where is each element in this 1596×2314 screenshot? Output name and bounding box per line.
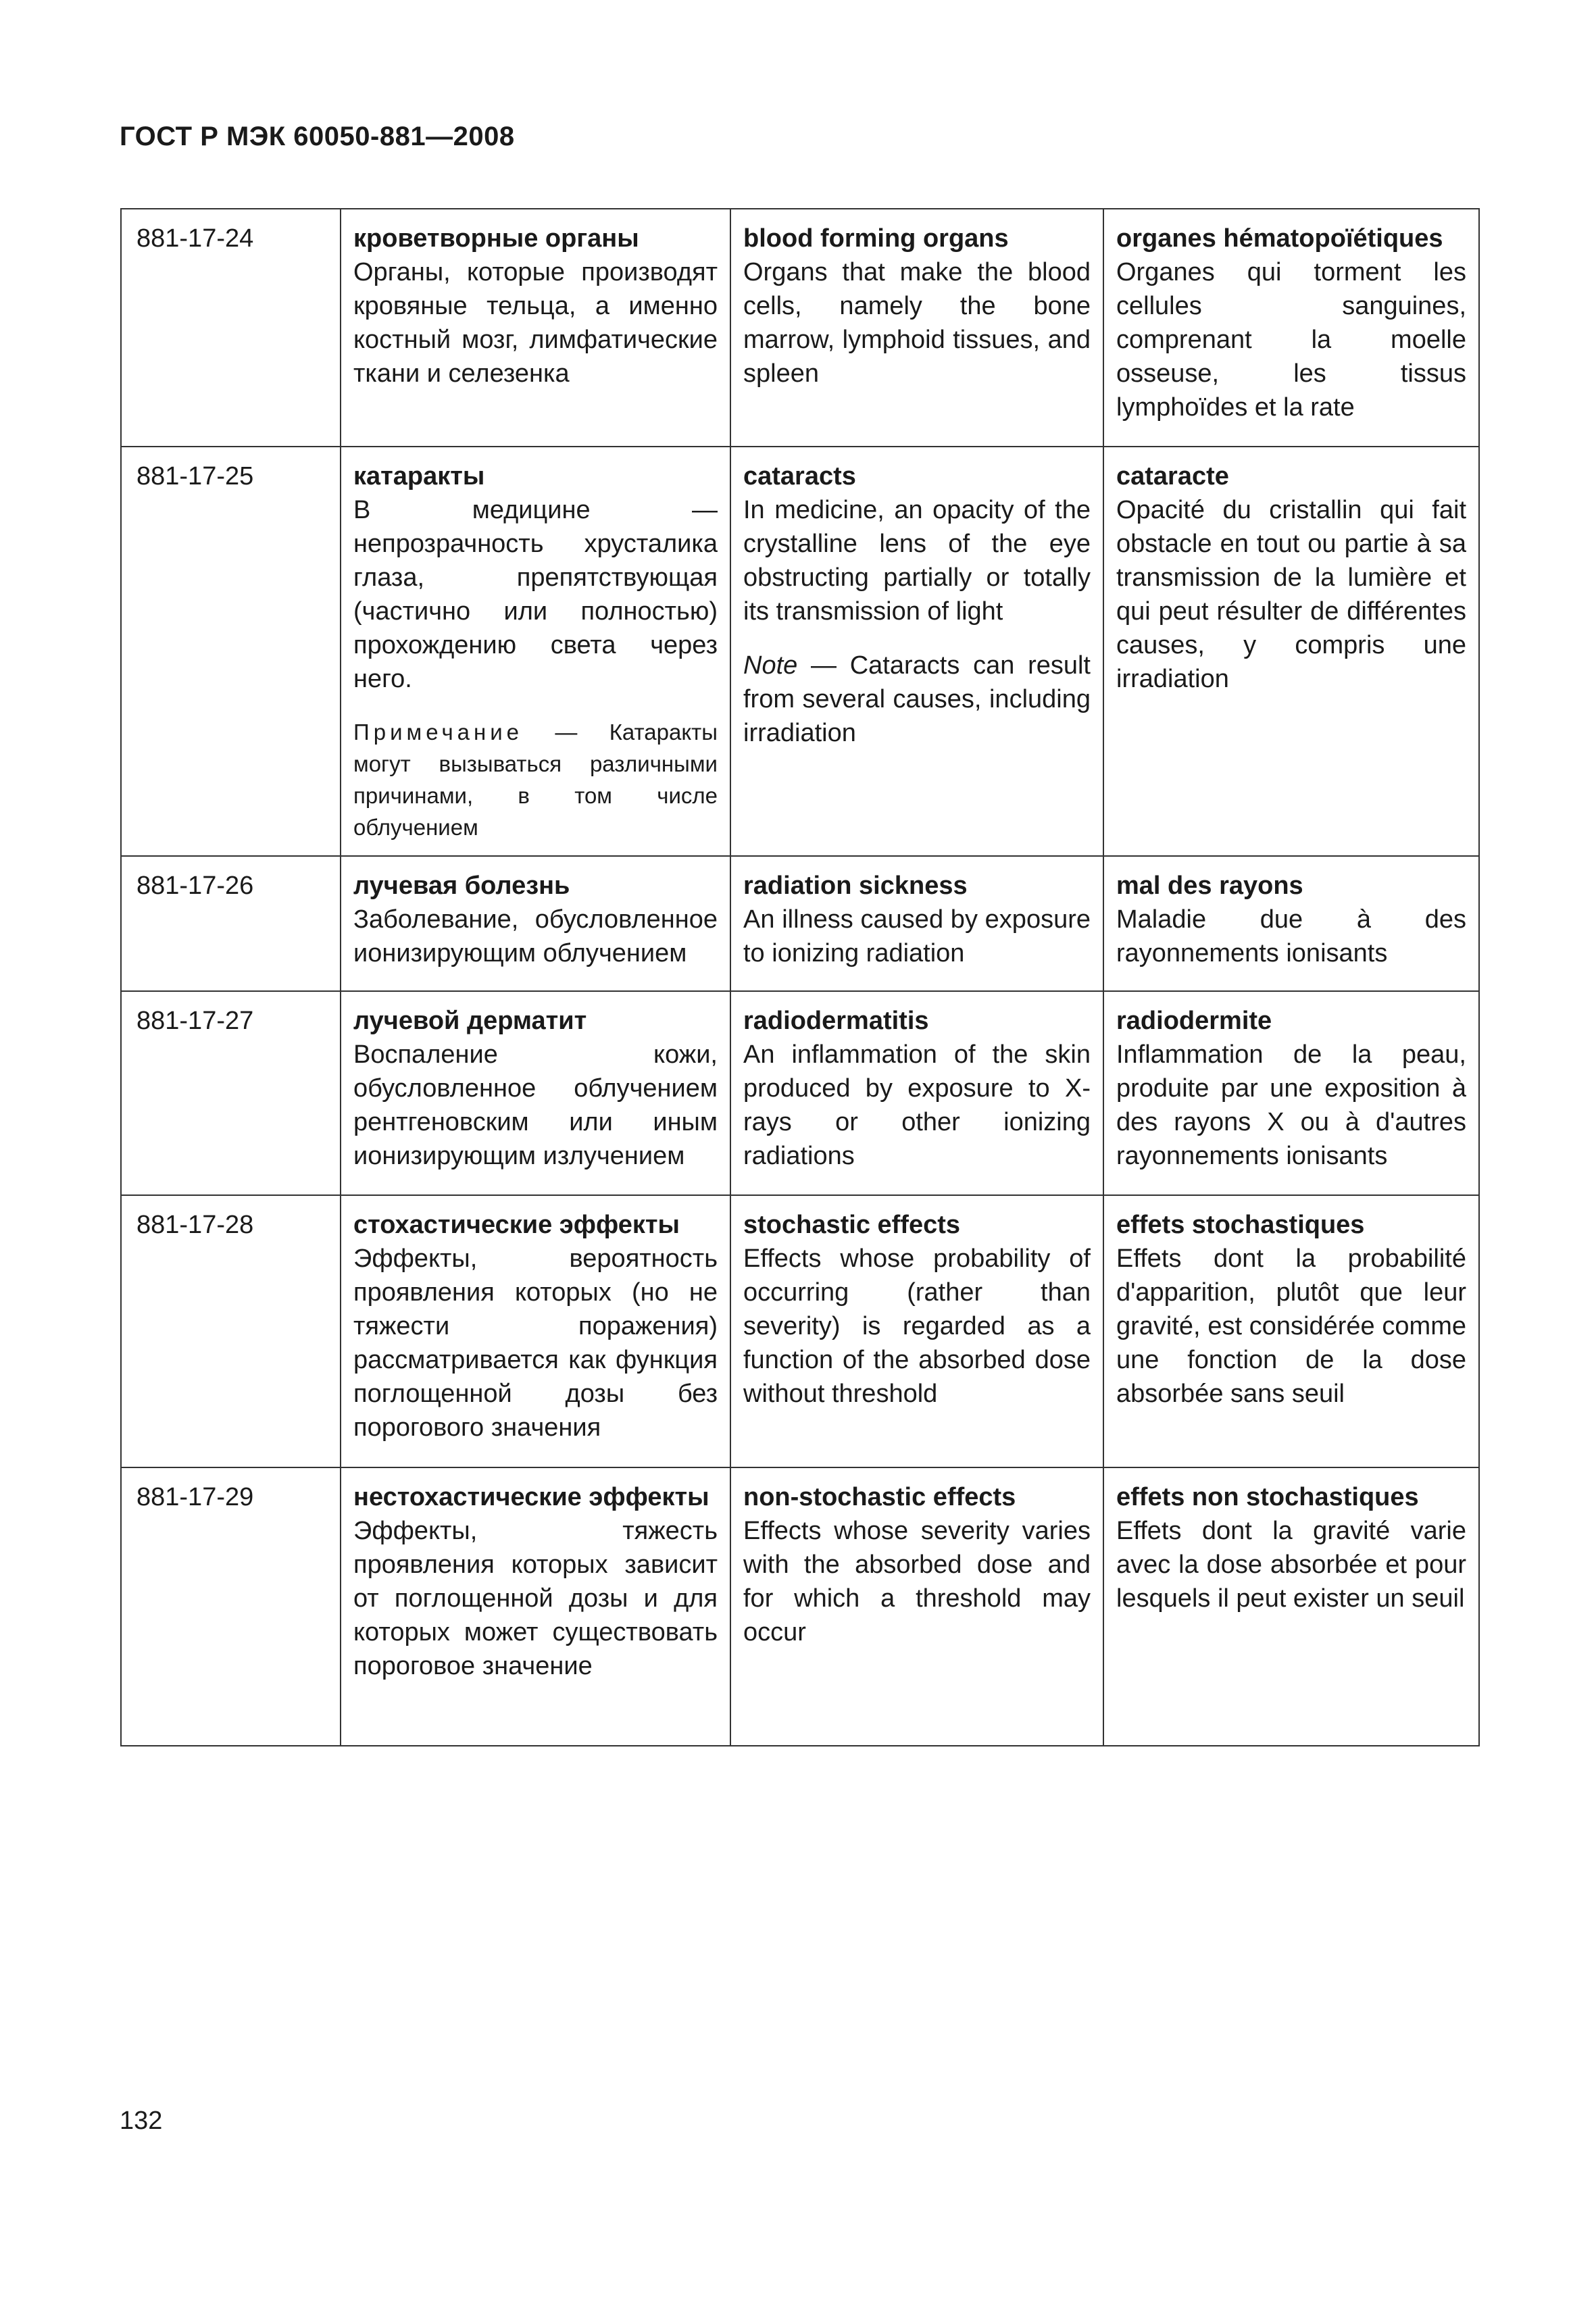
ru-term: стохастические эффекты: [353, 1211, 680, 1239]
en-entry: [730, 1195, 1103, 1467]
ru-term: лучевой дерматит: [353, 1007, 587, 1035]
ru-definition: Воспаление кожи, обусловленное облучением рентгеновским или иным ионизирующим излучением: [353, 1040, 718, 1170]
document-header: ГОСТ Р МЭК 60050-881—2008: [120, 122, 515, 151]
terms-table: [120, 208, 1480, 1746]
ru-term: катаракты: [353, 462, 485, 491]
en-entry: [730, 447, 1103, 856]
fr-definition: Organes qui torment les cellules sanguines, comprenant la moelle osseuse, les tissus lymphoïdes et la rate: [1116, 258, 1466, 422]
ru-entry: [341, 991, 730, 1195]
ru-definition: Эффекты, тяжесть проявления которых зависит от поглощенной дозы и для которых может существовать пороговое значение: [353, 1517, 718, 1680]
fr-definition: Effets dont la probabilité d'apparition, plutôt que leur gravité, est considérée comme une fonction de la dose absorbée sans seuil: [1116, 1244, 1466, 1408]
ru-entry: [341, 447, 730, 856]
ru-entry: [341, 1195, 730, 1467]
table-row: [121, 991, 1479, 1195]
ru-note-text: — Катаракты могут вызываться различными причинами, в том числе облучением: [353, 720, 718, 840]
en-note-text: — Cataracts can result from several causes, including irradiation: [743, 651, 1091, 747]
table-row: [121, 447, 1479, 856]
fr-term: effets non stochastiques: [1116, 1483, 1419, 1511]
table-row: [121, 1195, 1479, 1467]
en-note-label: Note: [743, 651, 798, 680]
term-number: 881-17-28: [121, 1195, 341, 1467]
page-number: 132: [120, 2107, 163, 2135]
en-definition: An illness caused by exposure to ionizing radiation: [743, 905, 1091, 967]
en-entry: [730, 209, 1103, 447]
term-number: 881-17-27: [121, 991, 341, 1195]
term-number: 881-17-29: [121, 1467, 341, 1746]
en-entry: [730, 991, 1103, 1195]
fr-entry: [1103, 209, 1479, 447]
en-definition: Effects whose probability of occurring (rather than severity) is regarded as a function of the absorbed dose without threshold: [743, 1244, 1091, 1408]
en-definition: Effects whose severity varies with the absorbed dose and for which a threshold may occur: [743, 1517, 1091, 1646]
ru-definition: Эффекты, вероятность проявления которых (но не тяжести поражения) рассматривается как функция поглощенной дозы без порогового значения: [353, 1244, 718, 1442]
en-definition: An inflammation of the skin produced by exposure to X-rays or other ionizing radiations: [743, 1040, 1091, 1170]
fr-entry: [1103, 991, 1479, 1195]
ru-definition: В медицине — непрозрачность хрусталика глаза, препятствующая (частично или полностью) прохождению света через него.: [353, 496, 718, 693]
fr-term: effets stochastiques: [1116, 1211, 1365, 1239]
fr-definition: Effets dont la gravité varie avec la dose absorbée et pour lesquels il peut exister un seuil: [1116, 1517, 1466, 1613]
en-term: stochastic effects: [743, 1211, 961, 1239]
ru-entry: [341, 1467, 730, 1746]
fr-entry: [1103, 856, 1479, 991]
ru-note: [353, 716, 718, 843]
fr-term: cataracte: [1116, 462, 1229, 491]
en-term: cataracts: [743, 462, 856, 491]
fr-entry: [1103, 1195, 1479, 1467]
fr-term: mal des rayons: [1116, 872, 1303, 900]
en-definition: In medicine, an opacity of the crystalline lens of the eye obstructing partially or totally its transmission of light: [743, 496, 1091, 626]
term-number: 881-17-25: [121, 447, 341, 856]
term-number: 881-17-24: [121, 209, 341, 447]
en-term: radiodermatitis: [743, 1007, 929, 1035]
fr-entry: [1103, 447, 1479, 856]
ru-entry: [341, 209, 730, 447]
ru-term: кроветворные органы: [353, 224, 639, 253]
en-term: radiation sickness: [743, 872, 968, 900]
table-row: [121, 1467, 1479, 1746]
fr-definition: Maladie due à des rayonnements ionisants: [1116, 905, 1466, 967]
en-definition: Organs that make the blood cells, namely the bone marrow, lymphoid tissues, and spleen: [743, 258, 1091, 388]
ru-definition: Заболевание, обусловленное ионизирующим облучением: [353, 905, 718, 967]
ru-term: нестохастические эффекты: [353, 1483, 709, 1511]
table-row: [121, 209, 1479, 447]
ru-entry: [341, 856, 730, 991]
en-term: blood forming organs: [743, 224, 1009, 253]
fr-term: organes hématopoïétiques: [1116, 224, 1443, 253]
en-term: non-stochastic effects: [743, 1483, 1016, 1511]
en-note: [743, 649, 1091, 750]
ru-definition: Органы, которые производят кровяные тельца, а именно костный мозг, лимфатические ткани и селезенка: [353, 258, 718, 388]
ru-term: лучевая болезнь: [353, 872, 570, 900]
en-entry: [730, 1467, 1103, 1746]
fr-definition: Inflammation de la peau, produite par une exposition à des rayons X ou à d'autres rayonnements ionisants: [1116, 1040, 1466, 1170]
term-number: 881-17-26: [121, 856, 341, 991]
fr-entry: [1103, 1467, 1479, 1746]
table-row: [121, 856, 1479, 991]
en-entry: [730, 856, 1103, 991]
ru-note-label: Примечание: [353, 720, 524, 745]
fr-term: radiodermite: [1116, 1007, 1272, 1035]
fr-definition: Opacité du cristallin qui fait obstacle en tout ou partie à sa transmission de la lumière et qui peut résulter de différentes causes, y compris une irradiation: [1116, 496, 1466, 693]
